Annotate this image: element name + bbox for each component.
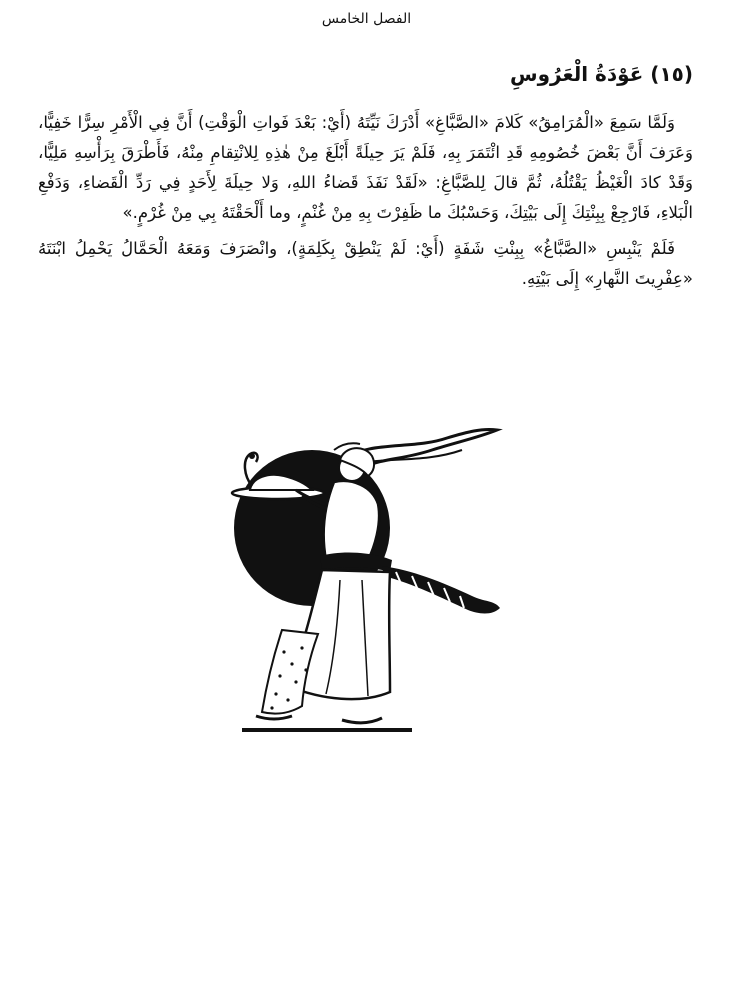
servant-feet bbox=[256, 716, 382, 723]
illustration-servant-carrying-tray bbox=[222, 420, 522, 740]
paragraph: فَلَمْ يَنْبِسِ «الصَّبَّاغُ» بِبِنْتِ شَفَةٍ (أَيْ: لَمْ يَنْطِقْ بِكَلِمَةٍ)، وانْصَرَفَ وَمَعَهُ الْحَمَّالُ يَحْمِلُ ابْنَتَهُ «عِفْرِيتَ النَّهارِ» إِلَى بَيْتِهِ. bbox=[38, 239, 693, 288]
sash-tail bbox=[382, 566, 500, 614]
servant-torso bbox=[324, 481, 379, 560]
body-text bbox=[38, 108, 693, 300]
paragraph: وَلَمَّا سَمِعَ «الْمُرَامِقُ» كَلامَ «الصَّبَّاغِ» أَدْرَكَ نَيِّتَهُ (أَيْ: بَعْدَ فَواتِ الْوَقْتِ) أَنَّ فِي الْأَمْرِ سِرًّا خَفِيًّا، وَعَرَفَ أَنَّ بَعْضَ خُصُومِهِ قَدِ ائْتَمَرَ بِهِ، فَلَمْ يَرَ حِيلَةً أَبْلَغَ مِنْ هٰذِهِ لِلانْتِقامِ مِنْهُ، فَأَطْرَقَ بِرَأْسِهِ مَلِيًّا، وَقَدْ كادَ الْغَيْظُ يَقْتُلُهُ، ثُمَّ قالَ لِلصَّبَّاغِ: «لَقَدْ نَفَذَ قَضاءُ اللهِ، وَلا حِيلَةَ لِأَحَدٍ فِي رَدِّ الْقَضاءِ، وَدَفْعِ الْبَلاءِ، فَارْجِعْ بِبِنْتِكَ إِلَى بَيْتِكَ، وَحَسْبُكَ ما ظَفِرْتَ بِهِ مِنْ غُنْمٍ، وما أَلْحَقْتَهُ بِي مِنْ غُرْمٍ.» bbox=[38, 113, 693, 222]
running-header: الفصل الخامس bbox=[321, 11, 412, 27]
chapter-heading: (١٥) عَوْدَةُ الْعَرُوسِ bbox=[509, 62, 693, 86]
